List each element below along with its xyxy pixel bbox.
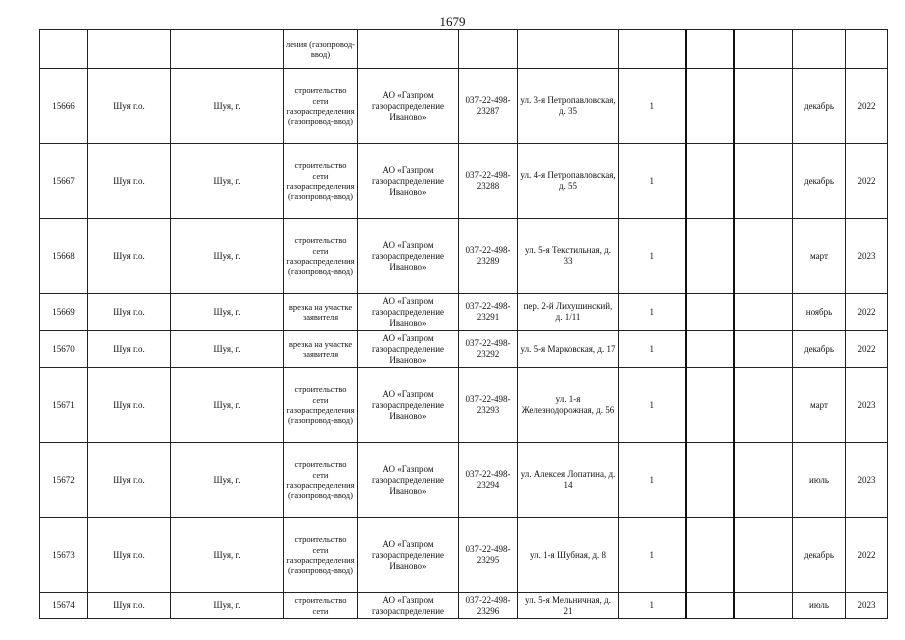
cell-blank: [686, 69, 734, 144]
table-body: [40, 30, 888, 619]
table-row: [40, 69, 888, 144]
cell-work: строительство сети газораспределения (газопровод-ввод): [284, 443, 358, 518]
cell-blank: [734, 144, 793, 219]
cell-id: 15670: [40, 331, 88, 368]
cell-year: 2023: [846, 368, 888, 443]
cell-id: 15668: [40, 219, 88, 294]
cell-month: июль: [793, 443, 846, 518]
cell-locality: Шуя, г.: [171, 294, 284, 331]
cell-blank: [734, 593, 793, 619]
cell-blank: [686, 144, 734, 219]
cell-month: ноябрь: [793, 294, 846, 331]
cell-work: строительство сети газораспределения (газопровод-ввод): [284, 518, 358, 593]
cell-work: строительство сети газораспределения (газопровод-ввод): [284, 219, 358, 294]
cell-work: строительство сети газораспределения (газопровод-ввод): [284, 69, 358, 144]
cell-address: ул. 5-я Марковская, д. 17: [518, 331, 619, 368]
cell-year: 2022: [846, 518, 888, 593]
cell-org: [358, 30, 459, 69]
cell-org: АО «Газпром газораспределение: [358, 593, 459, 619]
cell-id: 15666: [40, 69, 88, 144]
registry-table: [39, 29, 888, 619]
cell-org: АО «Газпром газораспределение Иваново»: [358, 69, 459, 144]
cell-org: АО «Газпром газораспределение Иваново»: [358, 443, 459, 518]
cell-locality: Шуя, г.: [171, 219, 284, 294]
cell-blank: [686, 294, 734, 331]
cell-month: июль: [793, 593, 846, 619]
cell-year: 2022: [846, 69, 888, 144]
cell-address: ул. Алексея Лопатина, д. 14: [518, 443, 619, 518]
table-row: [40, 518, 888, 593]
table-row: [40, 294, 888, 331]
cell-work: ления (газопровод-ввод): [284, 30, 358, 69]
page-number: 1679: [439, 14, 466, 29]
cell-blank: [734, 518, 793, 593]
table-row: [40, 331, 888, 368]
cell-qty: 1: [619, 294, 686, 331]
cell-district: Шуя г.о.: [88, 69, 171, 144]
cell-locality: Шуя, г.: [171, 331, 284, 368]
cell-year: 2022: [846, 294, 888, 331]
cell-qty: 1: [619, 593, 686, 619]
cell-month: [793, 30, 846, 69]
cell-month: декабрь: [793, 331, 846, 368]
cell-locality: Шуя, г.: [171, 368, 284, 443]
cell-org: АО «Газпром газораспределение Иваново»: [358, 331, 459, 368]
cell-id: 15673: [40, 518, 88, 593]
cell-year: 2022: [846, 331, 888, 368]
cell-code: [459, 30, 518, 69]
cell-work: врезка на участке заявителя: [284, 331, 358, 368]
cell-id: 15669: [40, 294, 88, 331]
cell-id: 15671: [40, 368, 88, 443]
cell-address: пер. 2-й Лихушинский, д. 1/11: [518, 294, 619, 331]
cell-qty: 1: [619, 443, 686, 518]
cell-qty: 1: [619, 144, 686, 219]
cell-locality: Шуя, г.: [171, 443, 284, 518]
cell-district: Шуя г.о.: [88, 294, 171, 331]
cell-code: 037-22-498-23288: [459, 144, 518, 219]
cell-year: 2023: [846, 593, 888, 619]
cell-blank: [734, 294, 793, 331]
cell-year: 2023: [846, 443, 888, 518]
cell-month: декабрь: [793, 144, 846, 219]
cell-district: Шуя г.о.: [88, 443, 171, 518]
cell-blank: [686, 368, 734, 443]
cell-month: март: [793, 368, 846, 443]
cell-org: АО «Газпром газораспределение Иваново»: [358, 294, 459, 331]
cell-qty: 1: [619, 69, 686, 144]
cell-month: декабрь: [793, 518, 846, 593]
cell-address: ул. 5-я Текстильная, д. 33: [518, 219, 619, 294]
cell-code: 037-22-498-23294: [459, 443, 518, 518]
cell-month: декабрь: [793, 69, 846, 144]
cell-code: 037-22-498-23296: [459, 593, 518, 619]
cell-address: ул. 4-я Петропавловская, д. 55: [518, 144, 619, 219]
cell-address: ул. 1-я Железнодорожная, д. 56: [518, 368, 619, 443]
cell-id: 15672: [40, 443, 88, 518]
cell-org: АО «Газпром газораспределение Иваново»: [358, 368, 459, 443]
cell-code: 037-22-498-23292: [459, 331, 518, 368]
cell-year: 2023: [846, 219, 888, 294]
cell-blank: [734, 30, 793, 69]
cell-qty: [619, 30, 686, 69]
cell-blank: [686, 331, 734, 368]
cell-blank: [734, 443, 793, 518]
cell-blank: [686, 593, 734, 619]
cell-org: АО «Газпром газораспределение Иваново»: [358, 144, 459, 219]
cell-blank: [686, 443, 734, 518]
cell-blank: [734, 368, 793, 443]
cell-work: строительство сети газораспределения (газопровод-ввод): [284, 368, 358, 443]
table-row: [40, 144, 888, 219]
cell-blank: [686, 518, 734, 593]
cell-year: 2022: [846, 144, 888, 219]
table-row: [40, 593, 888, 619]
cell-work: строительство сети газораспределения (газопровод-ввод): [284, 144, 358, 219]
cell-code: 037-22-498-23291: [459, 294, 518, 331]
cell-address: [518, 30, 619, 69]
cell-blank: [734, 69, 793, 144]
table-row: [40, 443, 888, 518]
cell-org: АО «Газпром газораспределение Иваново»: [358, 518, 459, 593]
cell-locality: Шуя, г.: [171, 518, 284, 593]
cell-blank: [734, 219, 793, 294]
cell-qty: 1: [619, 368, 686, 443]
cell-locality: Шуя, г.: [171, 144, 284, 219]
cell-qty: 1: [619, 518, 686, 593]
cell-district: Шуя г.о.: [88, 144, 171, 219]
cell-blank: [686, 30, 734, 69]
cell-district: Шуя г.о.: [88, 331, 171, 368]
cell-address: ул. 5-я Мельничная, д. 21: [518, 593, 619, 619]
table-row: [40, 219, 888, 294]
cell-month: март: [793, 219, 846, 294]
cell-code: 037-22-498-23293: [459, 368, 518, 443]
cell-org: АО «Газпром газораспределение Иваново»: [358, 219, 459, 294]
cell-year: [846, 30, 888, 69]
cell-id: 15674: [40, 593, 88, 619]
table-row: [40, 368, 888, 443]
cell-address: ул. 1-я Шубная, д. 8: [518, 518, 619, 593]
table-row-fragment: [40, 30, 888, 69]
cell-work: строительство сети: [284, 593, 358, 619]
cell-district: Шуя г.о.: [88, 219, 171, 294]
cell-district: Шуя г.о.: [88, 368, 171, 443]
cell-code: 037-22-498-23295: [459, 518, 518, 593]
cell-district: Шуя г.о.: [88, 518, 171, 593]
cell-district: Шуя г.о.: [88, 593, 171, 619]
cell-id: [40, 30, 88, 69]
cell-address: ул. 3-я Петропавловская, д. 35: [518, 69, 619, 144]
cell-blank: [734, 331, 793, 368]
cell-locality: [171, 30, 284, 69]
cell-locality: Шуя, г.: [171, 593, 284, 619]
cell-district: [88, 30, 171, 69]
cell-blank: [686, 219, 734, 294]
cell-code: 037-22-498-23289: [459, 219, 518, 294]
cell-locality: Шуя, г.: [171, 69, 284, 144]
cell-qty: 1: [619, 219, 686, 294]
cell-id: 15667: [40, 144, 88, 219]
cell-qty: 1: [619, 331, 686, 368]
cell-work: врезка на участке заявителя: [284, 294, 358, 331]
cell-code: 037-22-498-23287: [459, 69, 518, 144]
